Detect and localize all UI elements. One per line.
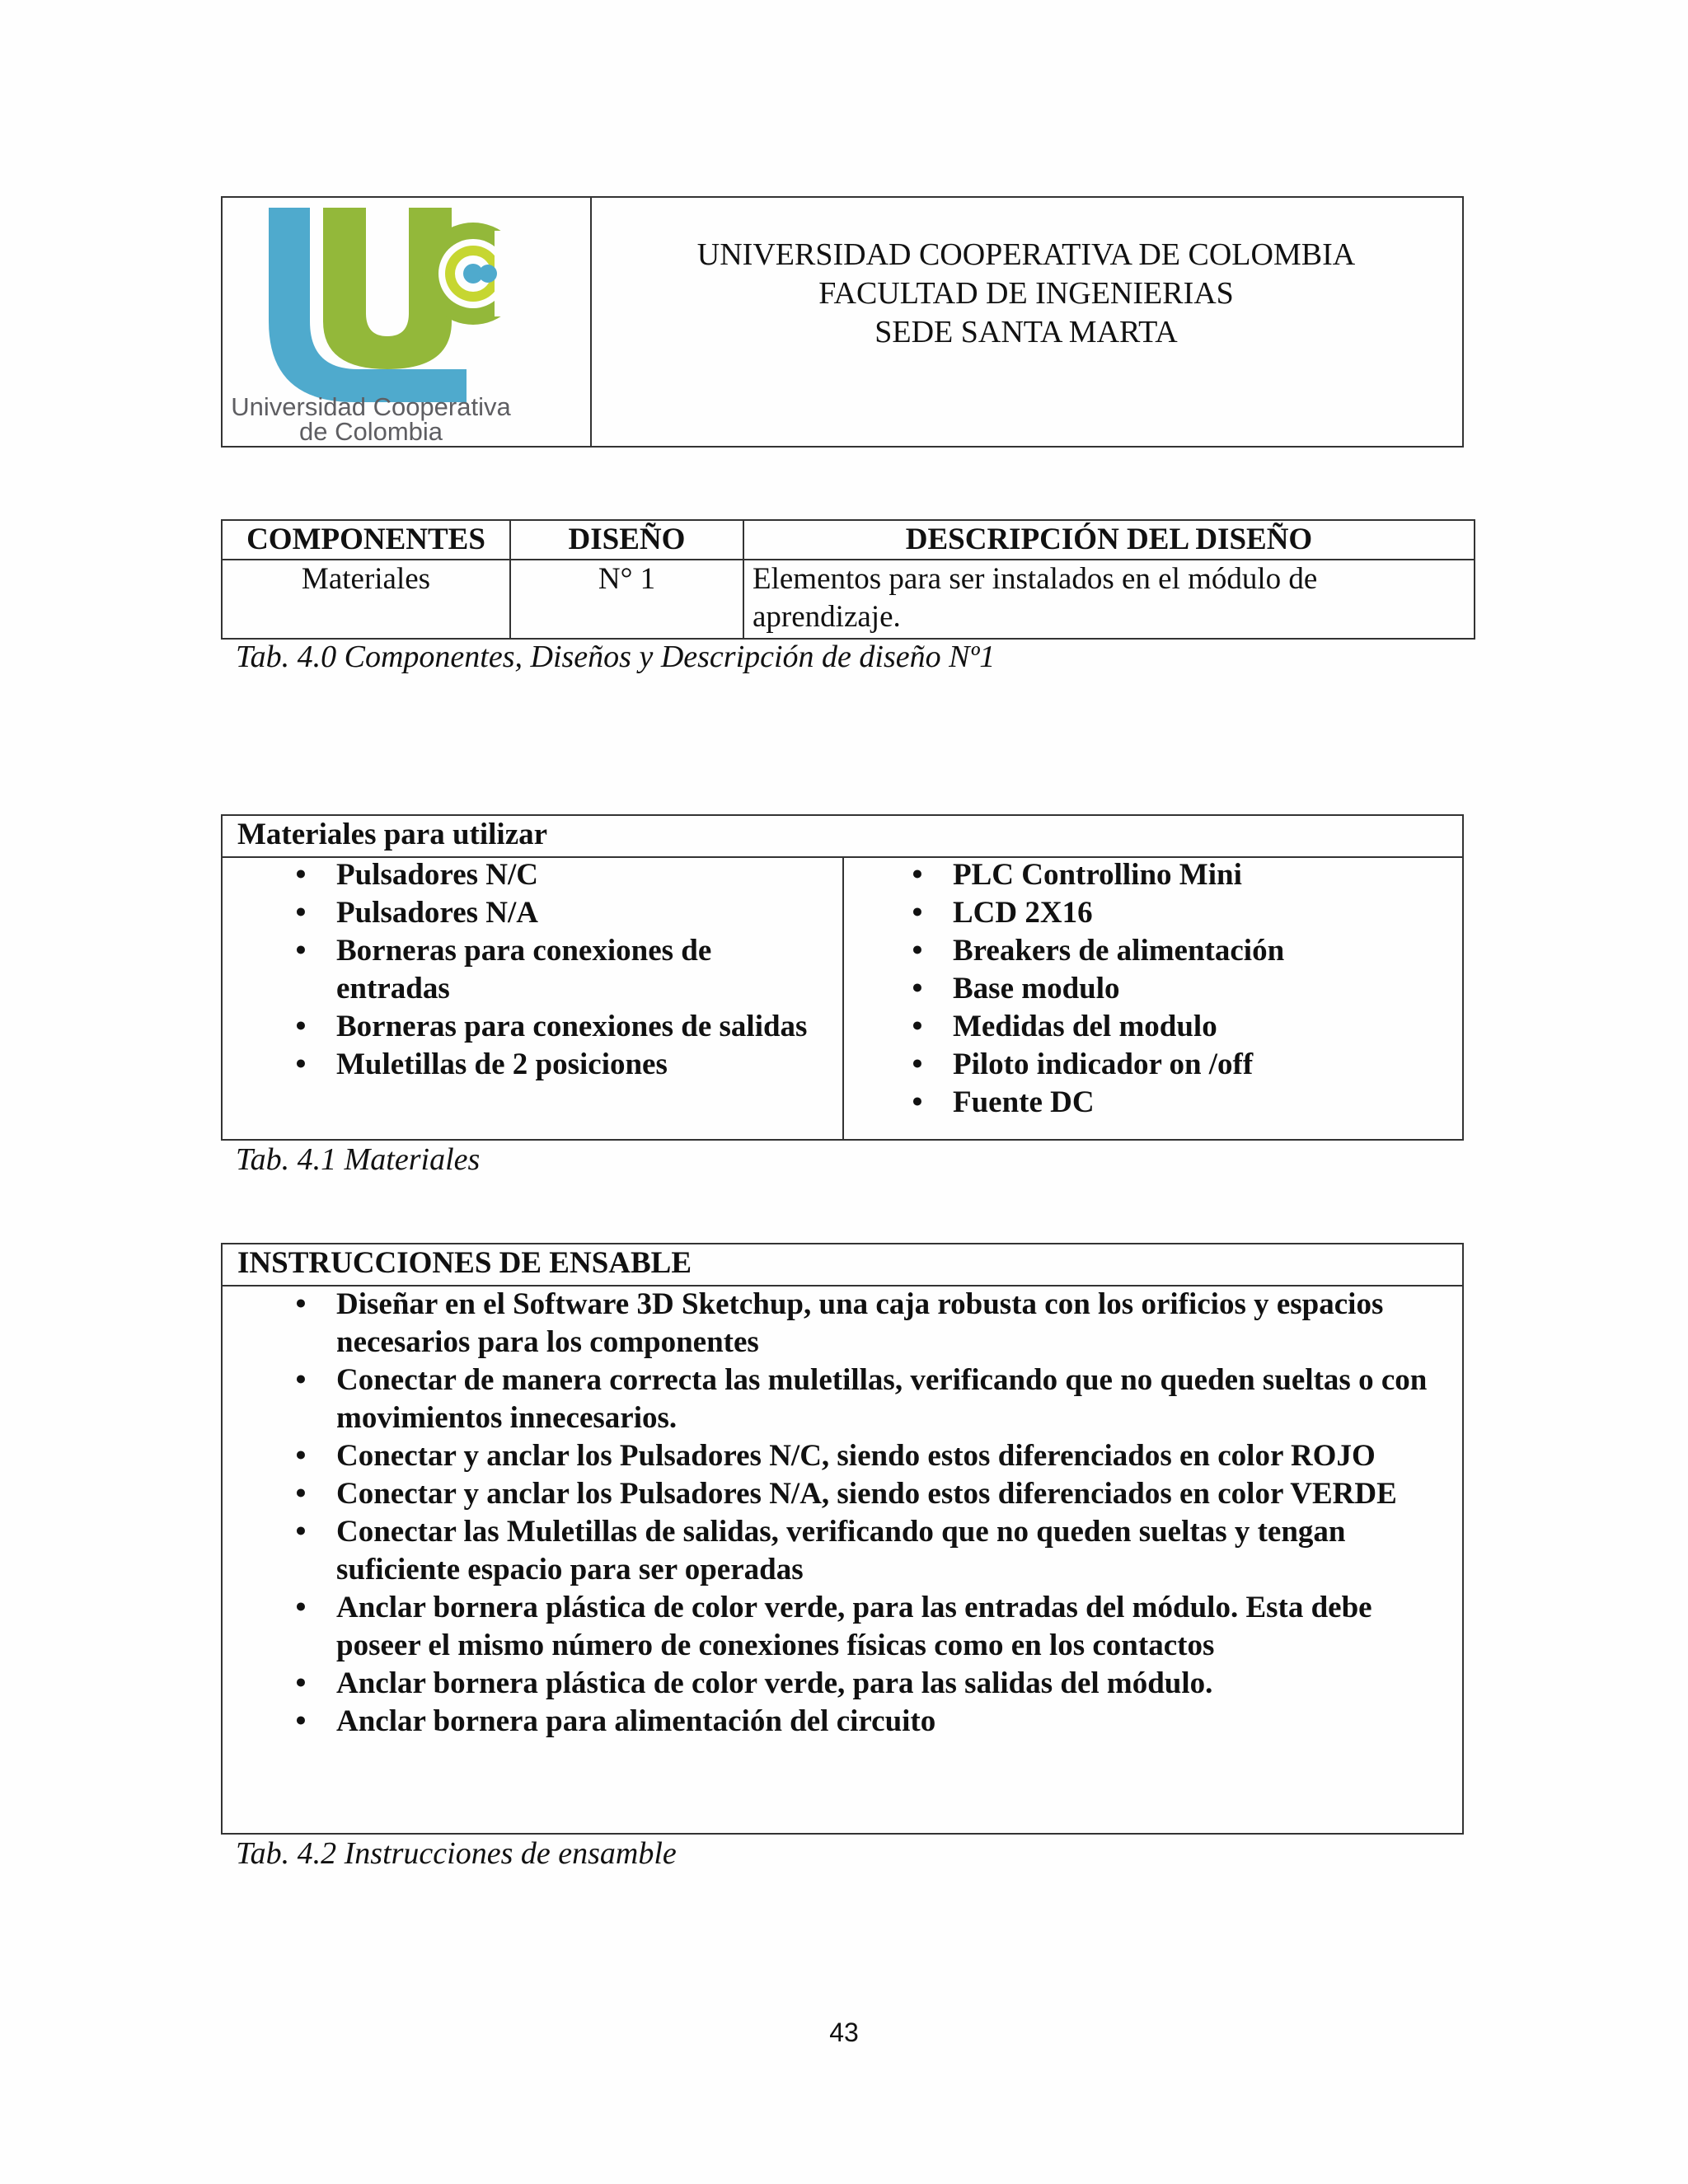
bullet-icon: • <box>295 858 307 892</box>
document-header <box>221 196 1464 448</box>
list-item: • Anclar bornera para alimentación del circuito <box>336 1703 1447 1741</box>
list-item: • Anclar bornera plástica de color verde, para las salidas del módulo. <box>336 1665 1447 1703</box>
components-table <box>221 519 1475 640</box>
instructions-body <box>295 1286 1447 1741</box>
list-item: • LCD 2X16 <box>953 894 1446 932</box>
institution-title <box>590 198 1462 484</box>
list-item: • Medidas del modulo <box>953 1008 1446 1046</box>
bullet-icon: • <box>295 1439 307 1473</box>
list-item: • Conectar de manera correcta las muletillas, verificando que no queden sueltas o con movimientos innecesarios. <box>336 1361 1447 1437</box>
bullet-icon: • <box>912 1047 923 1081</box>
list-item: • Conectar y anclar los Pulsadores N/C, siendo estos diferenciados en color ROJO <box>336 1437 1447 1475</box>
bullet-icon: • <box>295 1477 307 1511</box>
bullet-icon: • <box>912 1010 923 1043</box>
cell-components: Materiales <box>222 560 510 639</box>
list-item: • Conectar y anclar los Pulsadores N/A, siendo estos diferenciados en color VERDE <box>336 1475 1447 1513</box>
header-components: COMPONENTES <box>222 520 510 560</box>
bullet-icon: • <box>295 1666 307 1700</box>
page-number: 43 <box>829 2018 859 2047</box>
bullet-icon: • <box>912 972 923 1005</box>
list-item: • Fuente DC <box>953 1084 1446 1122</box>
list-item: • Conectar las Muletillas de salidas, verificando que no queden sueltas y tengan suficiente espacio para ser operadas <box>336 1513 1447 1589</box>
list-item: • Diseñar en el Software 3D Sketchup, una caja robusta con los orificios y espacios necesarios para los componentes <box>336 1286 1447 1361</box>
bullet-icon: • <box>295 934 307 968</box>
cell-design: N° 1 <box>510 560 743 639</box>
materials-left-list <box>295 856 809 1084</box>
bullet-icon: • <box>912 934 923 968</box>
list-item: • Pulsadores N/A <box>336 894 809 932</box>
bullet-icon: • <box>295 1047 307 1081</box>
materials-title: Materiales para utilizar <box>223 816 1462 858</box>
bullet-icon: • <box>295 1515 307 1549</box>
list-item: • Borneras para conexiones de salidas <box>336 1008 809 1046</box>
bullet-icon: • <box>295 896 307 930</box>
materials-right-list <box>912 856 1446 1122</box>
list-item: • Base modulo <box>953 970 1446 1008</box>
cell-description: Elementos para ser instalados en el módulo de aprendizaje. <box>743 560 1475 639</box>
bullet-icon: • <box>912 896 923 930</box>
list-item: • Pulsadores N/C <box>336 856 809 894</box>
logo-text-line2: de Colombia <box>298 417 443 446</box>
list-item: • Breakers de alimentación <box>953 932 1446 970</box>
logo-text-line1: Universidad Cooperativa <box>231 392 511 421</box>
bullet-icon: • <box>295 1591 307 1624</box>
materials-table <box>221 814 1464 1141</box>
header-description: DESCRIPCIÓN DEL DISEÑO <box>743 520 1475 560</box>
list-item: • Borneras para conexiones de entradas <box>336 932 809 1008</box>
caption-table-4-2: Tab. 4.2 Instrucciones de ensamble <box>236 1836 677 1871</box>
list-item: • PLC Controllino Mini <box>953 856 1446 894</box>
title-line-1: UNIVERSIDAD COOPERATIVA DE COLOMBIA <box>696 237 1356 272</box>
list-item: • Muletillas de 2 posiciones <box>336 1046 809 1084</box>
list-item: • Piloto indicador on /off <box>953 1046 1446 1084</box>
caption-table-4-0: Tab. 4.0 Componentes, Diseños y Descripción de diseño Nº1 <box>236 640 996 674</box>
university-logo <box>223 198 592 446</box>
bullet-icon: • <box>295 1287 307 1321</box>
assembly-instructions-table <box>221 1243 1464 1835</box>
title-line-3: SEDE SANTA MARTA <box>874 315 1178 349</box>
bullet-icon: • <box>912 858 923 892</box>
header-design: DISEÑO <box>510 520 743 560</box>
bullet-icon: • <box>295 1363 307 1397</box>
materials-right-column <box>842 856 1462 1139</box>
materials-left-column <box>223 856 844 1139</box>
caption-table-4-1: Tab. 4.1 Materiales <box>236 1142 481 1177</box>
instructions-list <box>295 1286 1447 1741</box>
instructions-title: INSTRUCCIONES DE ENSABLE <box>223 1244 1462 1286</box>
bullet-icon: • <box>295 1010 307 1043</box>
list-item: • Anclar bornera plástica de color verde, para las entradas del módulo. Esta debe poseer el mismo número de conexiones físicas como en los contactos <box>336 1589 1447 1665</box>
bullet-icon: • <box>912 1085 923 1119</box>
bullet-icon: • <box>295 1704 307 1738</box>
title-line-2: FACULTAD DE INGENIERIAS <box>818 276 1234 311</box>
